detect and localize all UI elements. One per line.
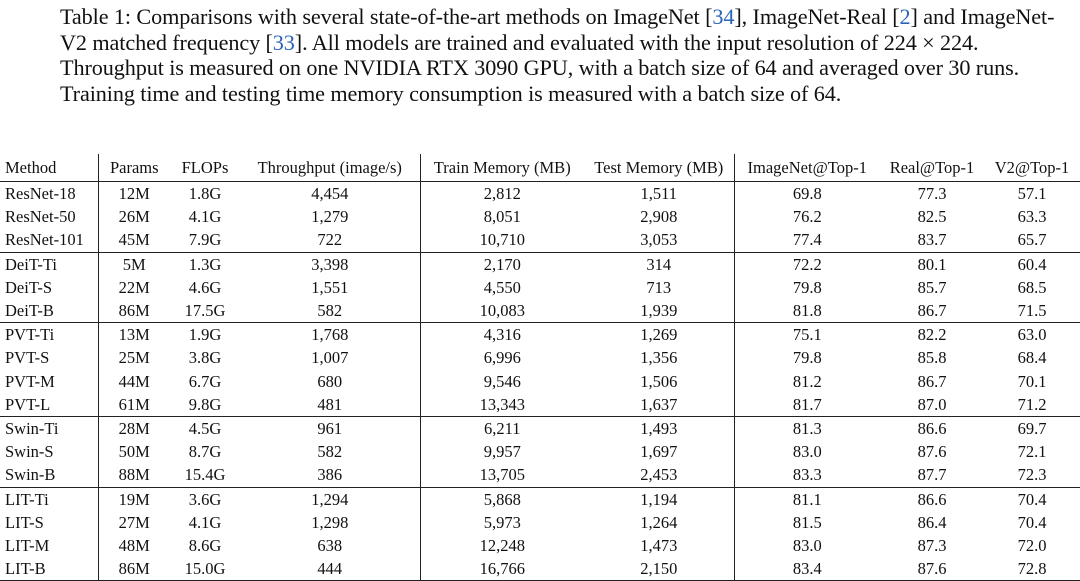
cell-throughput: 582 (317, 301, 343, 321)
cell-train-memory: 2,812 (420, 182, 584, 206)
cell-test-memory: 1,511 (584, 182, 734, 206)
cell-params: 48M (98, 534, 170, 557)
table-row (0, 276, 1080, 299)
cell-params: 22M (98, 276, 170, 299)
header-train-memory: Train Memory (MB) (420, 154, 584, 182)
cell-imagenet-top1: 79.8 (734, 346, 880, 369)
cell-real-top1: 82.5 (917, 207, 947, 227)
table-caption (60, 4, 1060, 106)
cell-test-memory: 1,697 (640, 442, 678, 462)
cell-flops: 1.3G (170, 252, 240, 276)
citation-link[interactable]: 34 (712, 4, 735, 29)
cell-test-memory: 1,493 (584, 417, 734, 441)
cell-throughput: 680 (317, 371, 343, 391)
cell-method: Swin-Ti (0, 417, 98, 441)
cell-params: 5M (98, 252, 170, 276)
cell-test-memory: 2,150 (584, 557, 734, 581)
cell-v2-top1: 71.2 (1017, 394, 1047, 414)
caption-text: ]. All models are trained and evaluated with the input resolution of 224 × 224. Throughput is measured on one NVIDIA RTX 3090 GPU, with a batch size of 64 and averaged over 30 runs. Training time and testing time memory consumption is measured with a batch size of 64. (60, 29, 1020, 106)
cell-v2-top1: 63.3 (1017, 207, 1047, 227)
cell-train-memory: 10,083 (420, 299, 584, 323)
cell-flops: 1.8G (170, 182, 240, 206)
header-real-top1: Real@Top-1 (880, 154, 984, 182)
header-params: Params (98, 154, 170, 182)
cell-v2-top1: 69.7 (984, 417, 1080, 441)
table-row (0, 182, 1080, 206)
cell-throughput: 4,454 (240, 182, 420, 206)
cell-train-memory: 9,957 (420, 440, 584, 463)
cell-throughput: 1,768 (240, 323, 420, 347)
cell-real-top1: 86.6 (880, 487, 984, 511)
comparison-table (0, 154, 1080, 581)
header-v2-top1: V2@Top-1 (984, 154, 1080, 182)
cell-imagenet-top1: 81.5 (734, 511, 880, 534)
cell-params: 25M (98, 346, 170, 369)
cell-method: DeiT-S (5, 277, 53, 297)
cell-method: ResNet-50 (5, 207, 76, 227)
cell-throughput: 1,007 (311, 348, 349, 368)
cell-test-memory: 1,473 (640, 536, 678, 556)
table-row (0, 299, 1080, 323)
cell-method: LIT-B (0, 557, 98, 581)
cell-flops: 15.4G (184, 465, 226, 485)
table-row (0, 205, 1080, 228)
table-row (0, 393, 1080, 417)
cell-flops: 8.7G (188, 442, 222, 462)
header-throughput: Throughput (image/s) (240, 154, 420, 182)
cell-real-top1: 87.0 (917, 394, 947, 414)
cell-params: 86M (98, 557, 170, 581)
cell-method: DeiT-Ti (0, 252, 98, 276)
cell-imagenet-top1: 79.8 (734, 276, 880, 299)
cell-real-top1: 86.7 (917, 371, 947, 391)
cell-throughput: 722 (317, 230, 343, 250)
cell-throughput: 1,279 (311, 207, 349, 227)
cell-method: DeiT-B (5, 301, 54, 321)
cell-params: 50M (98, 440, 170, 463)
cell-imagenet-top1: 81.2 (734, 370, 880, 393)
cell-test-memory: 1,264 (640, 512, 678, 532)
table-row (0, 228, 1080, 252)
cell-real-top1: 87.3 (917, 536, 947, 556)
cell-imagenet-top1: 83.3 (734, 463, 880, 487)
cell-imagenet-top1: 75.1 (734, 323, 880, 347)
cell-params: 61M (98, 393, 170, 417)
cell-test-memory: 1,637 (640, 394, 678, 414)
cell-test-memory: 1,269 (584, 323, 734, 347)
cell-test-memory: 314 (584, 252, 734, 276)
cell-method: PVT-Ti (0, 323, 98, 347)
cell-train-memory: 6,996 (420, 346, 584, 369)
cell-imagenet-top1: 81.1 (734, 487, 880, 511)
table-row (0, 463, 1080, 487)
cell-real-top1: 80.1 (880, 252, 984, 276)
cell-params: 13M (98, 323, 170, 347)
table-header-row (0, 154, 1080, 182)
cell-real-top1: 86.6 (880, 417, 984, 441)
cell-throughput: 638 (317, 536, 343, 556)
cell-throughput: 386 (317, 465, 343, 485)
cell-test-memory: 713 (646, 277, 672, 297)
cell-params: 45M (98, 228, 170, 252)
cell-throughput: 961 (240, 417, 420, 441)
table-row (0, 487, 1080, 511)
cell-imagenet-top1: 81.8 (734, 299, 880, 323)
cell-test-memory: 1,506 (640, 371, 678, 391)
cell-real-top1: 85.7 (917, 277, 947, 297)
cell-v2-top1: 60.4 (984, 252, 1080, 276)
cell-throughput: 1,298 (311, 512, 349, 532)
cell-throughput: 444 (240, 557, 420, 581)
cell-v2-top1: 65.7 (1017, 230, 1047, 250)
cell-throughput: 582 (317, 442, 343, 462)
cell-method: PVT-L (5, 394, 51, 414)
cell-real-top1: 86.4 (917, 512, 947, 532)
cell-test-memory: 1,356 (640, 348, 678, 368)
cell-v2-top1: 57.1 (984, 182, 1080, 206)
table-row (0, 323, 1080, 347)
cell-train-memory: 2,170 (420, 252, 584, 276)
cell-train-memory: 12,248 (420, 534, 584, 557)
cell-flops: 1.9G (170, 323, 240, 347)
citation-link[interactable]: 33 (272, 29, 295, 55)
cell-v2-top1: 70.4 (1017, 512, 1047, 532)
cell-throughput: 1,294 (240, 487, 420, 511)
cell-test-memory: 3,053 (640, 230, 678, 250)
cell-flops: 6.7G (188, 371, 222, 391)
table-row (0, 417, 1080, 441)
cell-method: PVT-S (5, 348, 50, 368)
cell-imagenet-top1: 76.2 (734, 205, 880, 228)
table-row (0, 511, 1080, 534)
cell-train-memory: 16,766 (420, 557, 584, 581)
cell-throughput: 481 (317, 394, 343, 414)
table-row (0, 346, 1080, 369)
cell-method: ResNet-101 (5, 230, 84, 250)
cell-v2-top1: 70.1 (1017, 371, 1047, 391)
cell-method: PVT-M (5, 371, 55, 391)
cell-flops: 15.0G (170, 557, 240, 581)
cell-test-memory: 1,939 (640, 301, 678, 321)
cell-flops: 4.6G (188, 277, 222, 297)
cell-v2-top1: 72.0 (1017, 536, 1047, 556)
cell-flops: 4.1G (188, 207, 222, 227)
cell-train-memory: 4,316 (420, 323, 584, 347)
cell-method: Swin-S (5, 442, 54, 462)
cell-params: 86M (98, 299, 170, 323)
cell-train-memory: 5,973 (420, 511, 584, 534)
cell-imagenet-top1: 81.3 (734, 417, 880, 441)
cell-params: 19M (98, 487, 170, 511)
cell-imagenet-top1: 69.8 (734, 182, 880, 206)
cell-real-top1: 87.6 (880, 557, 984, 581)
header-test-memory: Test Memory (MB) (584, 154, 734, 182)
cell-v2-top1: 72.3 (1017, 465, 1047, 485)
cell-imagenet-top1: 72.2 (734, 252, 880, 276)
cell-flops: 4.5G (170, 417, 240, 441)
cell-imagenet-top1: 77.4 (734, 228, 880, 252)
cell-train-memory: 8,051 (420, 205, 584, 228)
cell-flops: 3.6G (170, 487, 240, 511)
cell-params: 88M (98, 463, 170, 487)
cell-params: 26M (98, 205, 170, 228)
cell-v2-top1: 72.1 (1017, 442, 1047, 462)
cell-method: LIT-M (5, 536, 50, 556)
cell-params: 28M (98, 417, 170, 441)
cell-train-memory: 5,868 (420, 487, 584, 511)
header-method: Method (0, 154, 98, 182)
cell-train-memory: 13,705 (420, 463, 584, 487)
cell-real-top1: 83.7 (917, 230, 947, 250)
caption-text: Table 1: Comparisons with several state-of-the-art methods on ImageNet [ (60, 4, 713, 29)
cell-params: 44M (98, 370, 170, 393)
cell-v2-top1: 63.0 (984, 323, 1080, 347)
cell-throughput: 1,551 (311, 277, 349, 297)
cell-real-top1: 87.6 (917, 442, 947, 462)
cell-flops: 4.1G (188, 512, 222, 532)
cell-imagenet-top1: 83.0 (734, 534, 880, 557)
cell-flops: 3.8G (188, 348, 222, 368)
cell-flops: 9.8G (188, 394, 222, 414)
table-row (0, 557, 1080, 581)
cell-train-memory: 6,211 (420, 417, 584, 441)
cell-test-memory: 1,194 (584, 487, 734, 511)
cell-train-memory: 4,550 (420, 276, 584, 299)
cell-flops: 17.5G (184, 301, 226, 321)
cell-v2-top1: 68.4 (1017, 348, 1047, 368)
cell-train-memory: 10,710 (420, 228, 584, 252)
cell-v2-top1: 70.4 (984, 487, 1080, 511)
cell-method: LIT-Ti (0, 487, 98, 511)
table-row (0, 534, 1080, 557)
cell-real-top1: 87.7 (917, 465, 947, 485)
cell-params: 12M (98, 182, 170, 206)
table-row (0, 252, 1080, 276)
cell-real-top1: 86.7 (917, 301, 947, 321)
cell-train-memory: 13,343 (420, 393, 584, 417)
citation-link[interactable]: 2 (899, 4, 911, 29)
cell-method: LIT-S (5, 512, 44, 532)
cell-flops: 7.9G (188, 230, 222, 250)
caption-text: ] and ImageNet-V2 matched frequency [ (60, 4, 1055, 55)
cell-test-memory: 2,453 (640, 465, 678, 485)
cell-v2-top1: 68.5 (1017, 277, 1047, 297)
caption-text: ], ImageNet-Real [ (734, 4, 900, 29)
cell-throughput: 3,398 (240, 252, 420, 276)
table-body (0, 182, 1080, 581)
cell-imagenet-top1: 81.7 (734, 393, 880, 417)
table-row (0, 440, 1080, 463)
header-flops: FLOPs (170, 154, 240, 182)
cell-real-top1: 85.8 (917, 348, 947, 368)
table-row (0, 370, 1080, 393)
cell-v2-top1: 71.5 (1017, 301, 1047, 321)
cell-imagenet-top1: 83.4 (734, 557, 880, 581)
cell-real-top1: 77.3 (880, 182, 984, 206)
cell-method: ResNet-18 (0, 182, 98, 206)
cell-real-top1: 82.2 (880, 323, 984, 347)
cell-imagenet-top1: 83.0 (734, 440, 880, 463)
cell-method: Swin-B (5, 465, 56, 485)
cell-train-memory: 9,546 (420, 370, 584, 393)
cell-v2-top1: 72.8 (984, 557, 1080, 581)
header-imagenet-top1: ImageNet@Top-1 (734, 154, 880, 182)
cell-flops: 8.6G (188, 536, 222, 556)
cell-params: 27M (98, 511, 170, 534)
cell-test-memory: 2,908 (640, 207, 678, 227)
